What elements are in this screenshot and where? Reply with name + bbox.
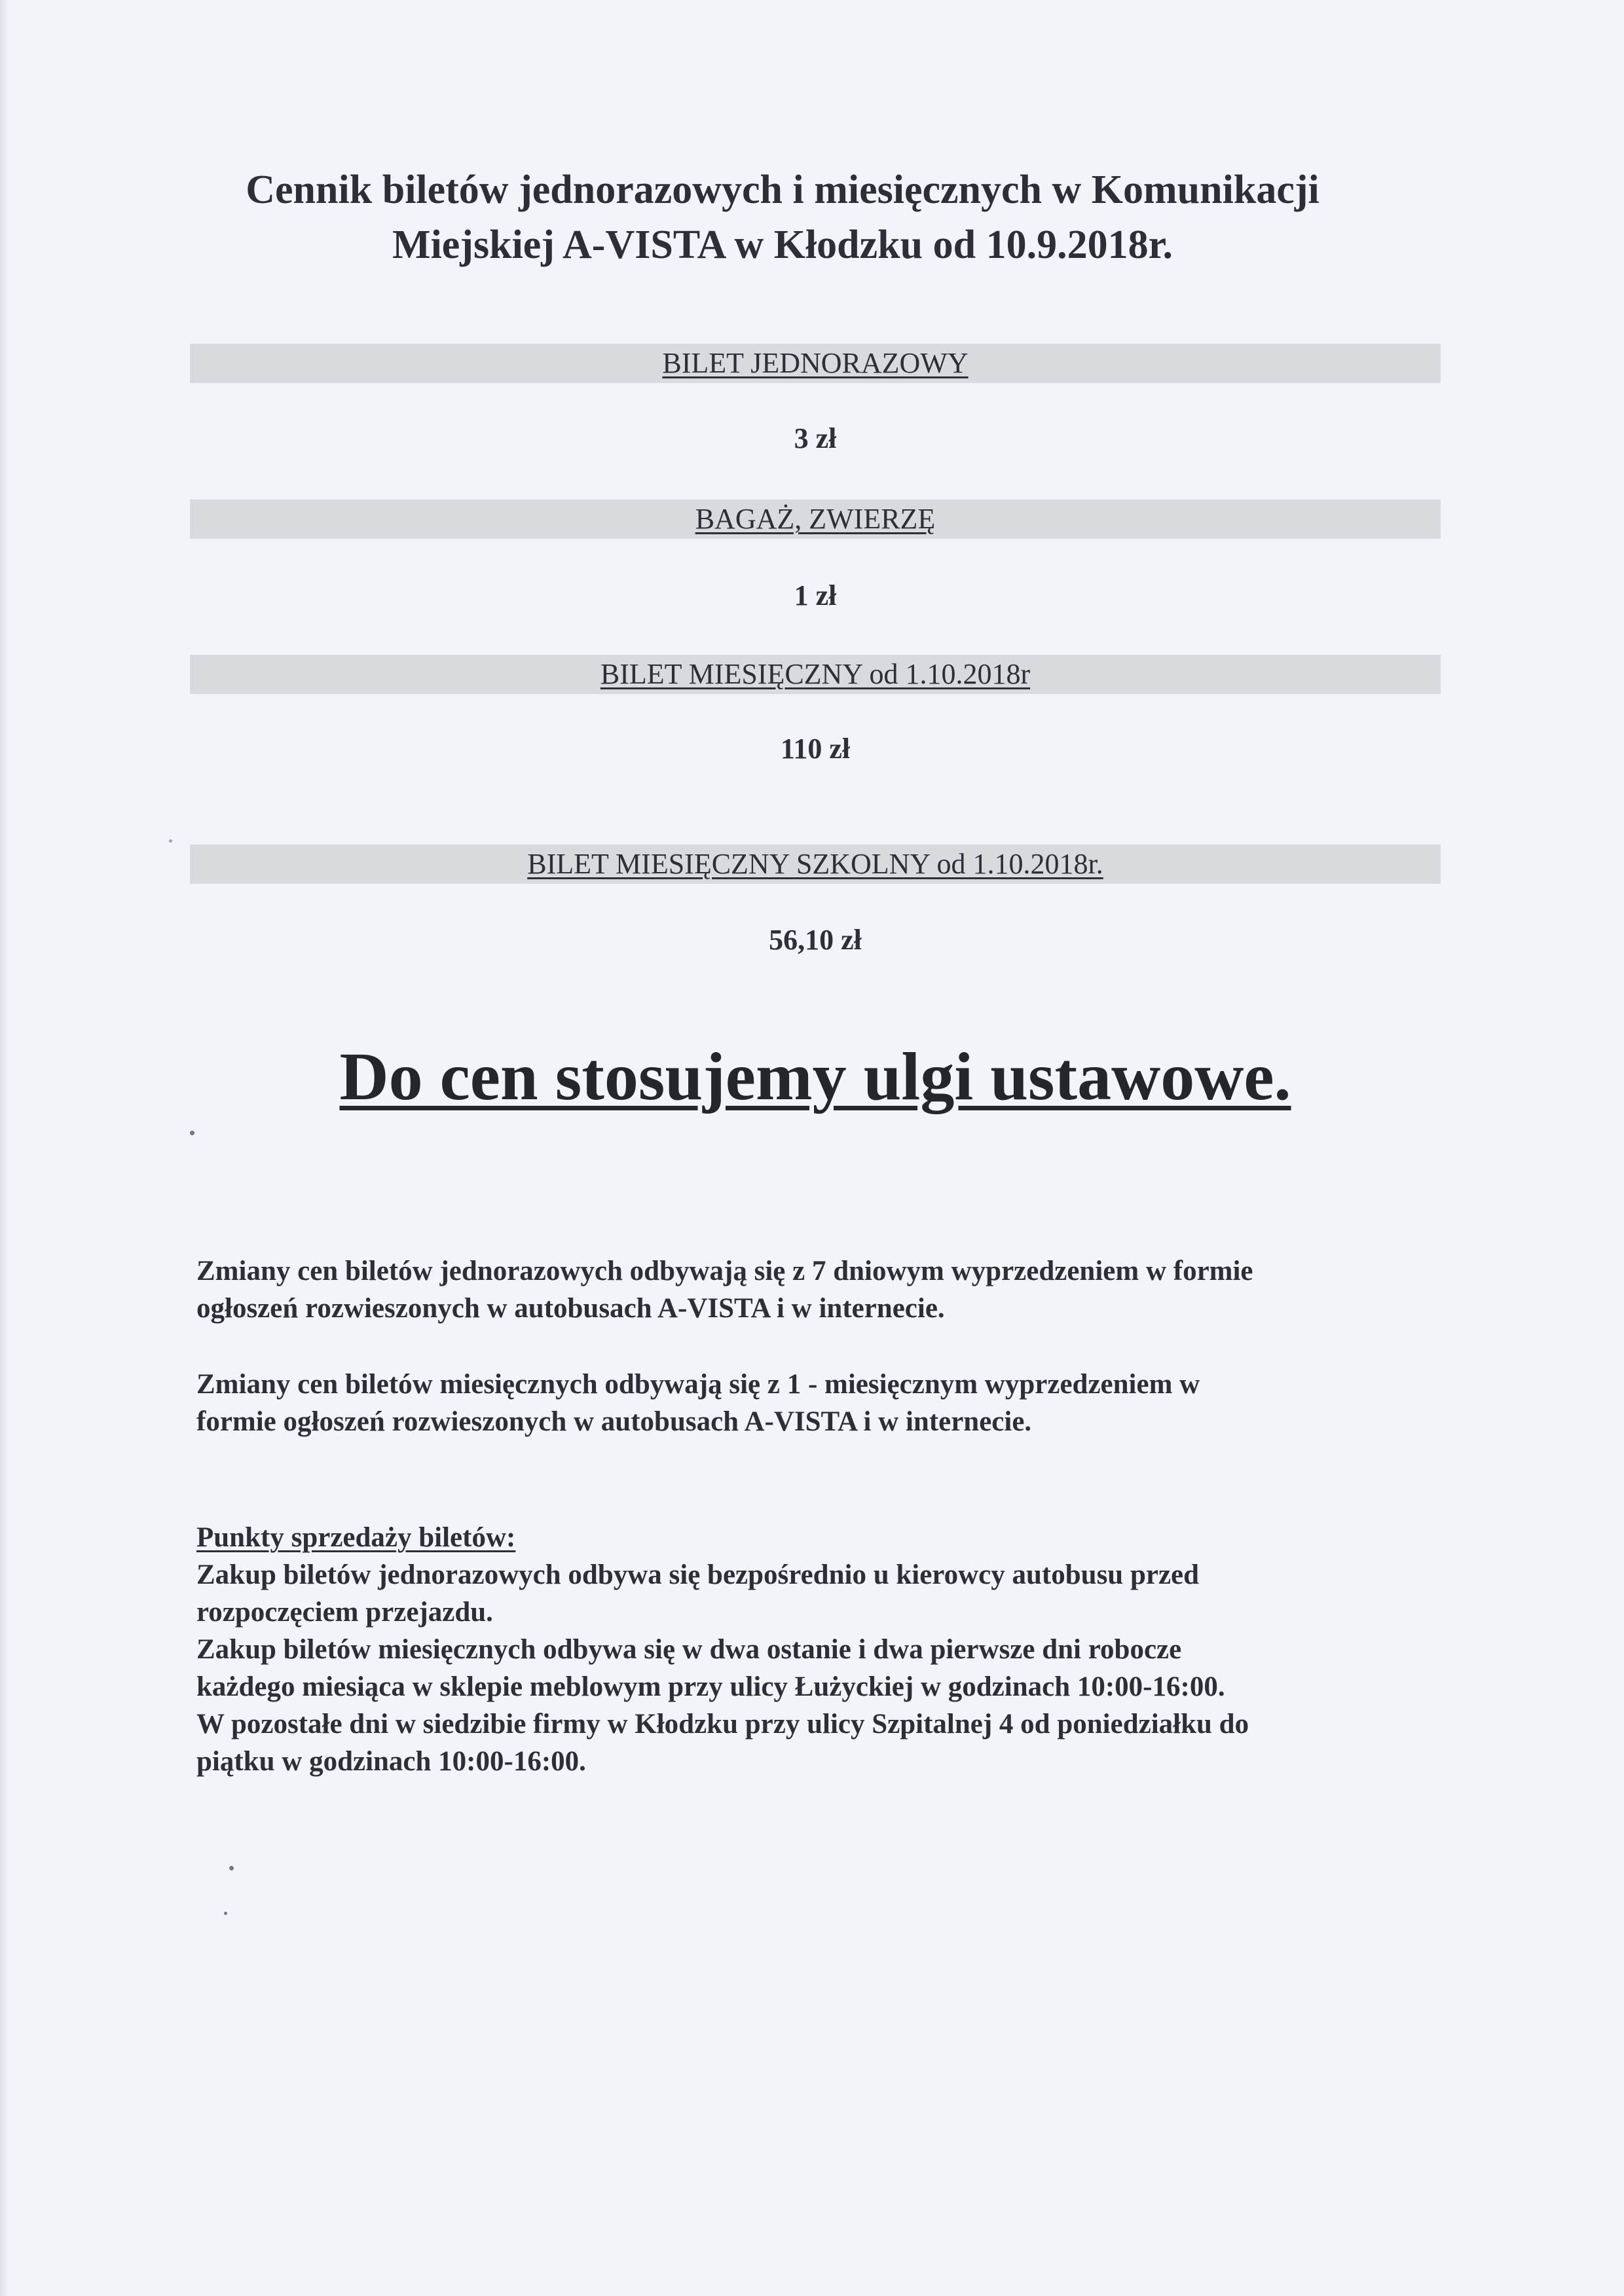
scan-speck: [229, 1866, 234, 1870]
ticket-label-school-monthly: BILET MIESIĘCZNY SZKOLNY od 1.10.2018r.: [527, 848, 1103, 880]
ticket-price-luggage: 1 zł: [794, 579, 837, 611]
single-change-line-1: Zmiany cen biletów jednorazowych odbywają się z 7 dniowym wyprzedzeniem w formie: [196, 1256, 1253, 1286]
discount-notice: Do cen stosujemy ulgi ustawowe.: [339, 1039, 1291, 1114]
scan-speck: [169, 839, 172, 843]
scan-speck: [224, 1912, 227, 1915]
ticket-label-monthly: BILET MIESIĘCZNY od 1.10.2018r: [600, 658, 1031, 690]
sales-points-line-1: Zakup biletów jednorazowych odbywa się bezpośrednio u kierowcy autobusu przed: [196, 1559, 1200, 1590]
document-title-line-2: Miejskiej A-VISTA w Kłodzku od 10.9.2018r.: [392, 223, 1173, 267]
sales-points-line-3: Zakup biletów miesięcznych odbywa się w dwa ostanie i dwa pierwsze dni robocze: [196, 1634, 1182, 1665]
ticket-label-single: BILET JEDNORAZOWY: [662, 347, 969, 379]
sales-points-line-5: W pozostałe dni w siedzibie firmy w Kłodzku przy ulicy Szpitalnej 4 od poniedziałku do: [196, 1709, 1249, 1740]
ticket-price-school-monthly: 56,10 zł: [769, 924, 862, 956]
single-ticket-change-notice: [196, 1252, 1460, 1327]
ticket-label-luggage: BAGAŻ, ZWIERZĘ: [695, 503, 936, 535]
scan-speck: [190, 1131, 194, 1135]
monthly-change-line-2: formie ogłoszeń rozwieszonych w autobusach A-VISTA i w internecie.: [196, 1406, 1032, 1437]
ticket-price-monthly: 110 zł: [780, 733, 851, 765]
sales-points-section: [196, 1519, 1460, 1780]
sales-points-line-2: rozpoczęciem przejazdu.: [196, 1597, 493, 1628]
monthly-ticket-change-notice: [196, 1366, 1460, 1440]
sales-points-line-6: piątku w godzinach 10:00-16:00.: [196, 1746, 586, 1777]
monthly-change-line-1: Zmiany cen biletów miesięcznych odbywają się z 1 - miesięcznym wyprzedzeniem w: [196, 1369, 1200, 1400]
sales-points-line-4: każdego miesiąca w sklepie meblowym przy ulicy Łużyckiej w godzinach 10:00-16:00.: [196, 1671, 1225, 1702]
document-title: [131, 162, 1434, 272]
single-change-line-2: ogłoszeń rozwieszonych w autobusach A-VISTA i w internecie.: [196, 1293, 945, 1324]
document-title-line-1: Cennik biletów jednorazowych i miesięcznych w Komunikacji: [246, 168, 1320, 212]
sales-points-heading: Punkty sprzedaży biletów:: [196, 1522, 516, 1553]
ticket-price-single: 3 zł: [794, 422, 837, 454]
